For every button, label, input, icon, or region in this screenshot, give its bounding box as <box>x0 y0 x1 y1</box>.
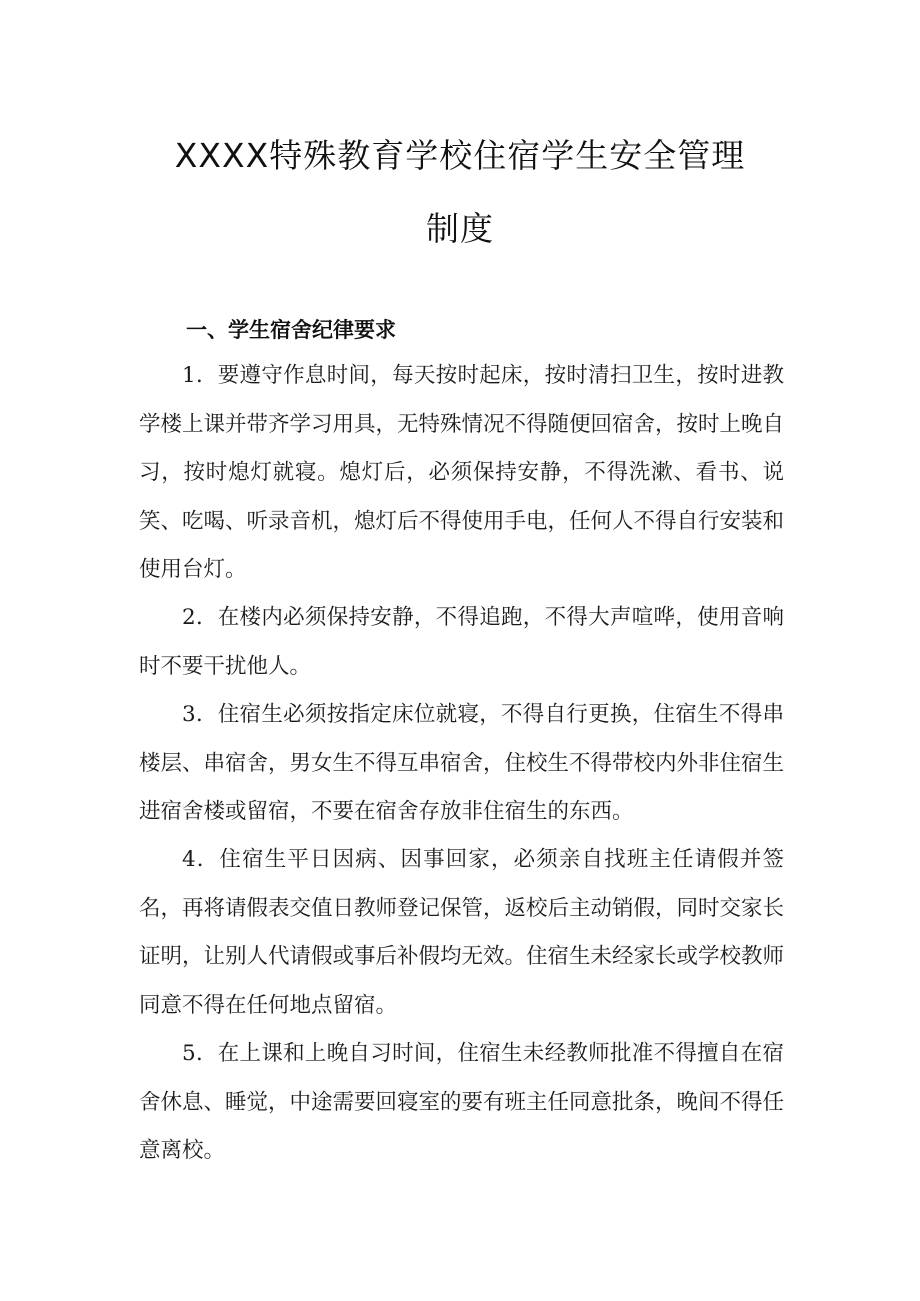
rule-paragraph-5: 5．在上课和上晚自习时间，住宿生未经教师批准不得擅自在宿舍休息、睡觉，中途需要回寝室的要有班主任同意批条，晚间不得任意离校。 <box>139 1041 785 1163</box>
document-title-line-2: 制度 <box>426 209 494 248</box>
rule-paragraph-4: 4．住宿生平日因病、因事回家，必须亲自找班主任请假并签名，再将请假表交值日教师登记保管，返校后主动销假，同时交家长证明，让别人代请假或事后补假均无效。住宿生未经家长或学校教师同意不得在任何地点留宿。 <box>139 847 785 1018</box>
rule-paragraph-1: 1．要遵守作息时间，每天按时起床，按时清扫卫生，按时进教学楼上课并带齐学习用具，无特殊情况不得随便回宿舍，按时上晚自习，按时熄灯就寝。熄灯后，必须保持安静，不得洗漱、看书、说笑、吃喝、听录音机，熄灯后不得使用手电，任何人不得自行安装和使用台灯。 <box>139 363 785 582</box>
section-heading: 一、学生宿舍纪律要求 <box>186 318 396 342</box>
rule-paragraph-3: 3．住宿生必须按指定床位就寝，不得自行更换，住宿生不得串楼层、串宿舍，男女生不得互串宿舍，住校生不得带校内外非住宿生进宿舍楼或留宿，不要在宿舍存放非住宿生的东西。 <box>139 702 785 824</box>
document-title-line-1: XXXX特殊教育学校住宿学生安全管理 <box>174 136 746 175</box>
rule-paragraph-2: 2．在楼内必须保持安静，不得追跑，不得大声喧哗，使用音响时不要干扰他人。 <box>139 605 784 679</box>
